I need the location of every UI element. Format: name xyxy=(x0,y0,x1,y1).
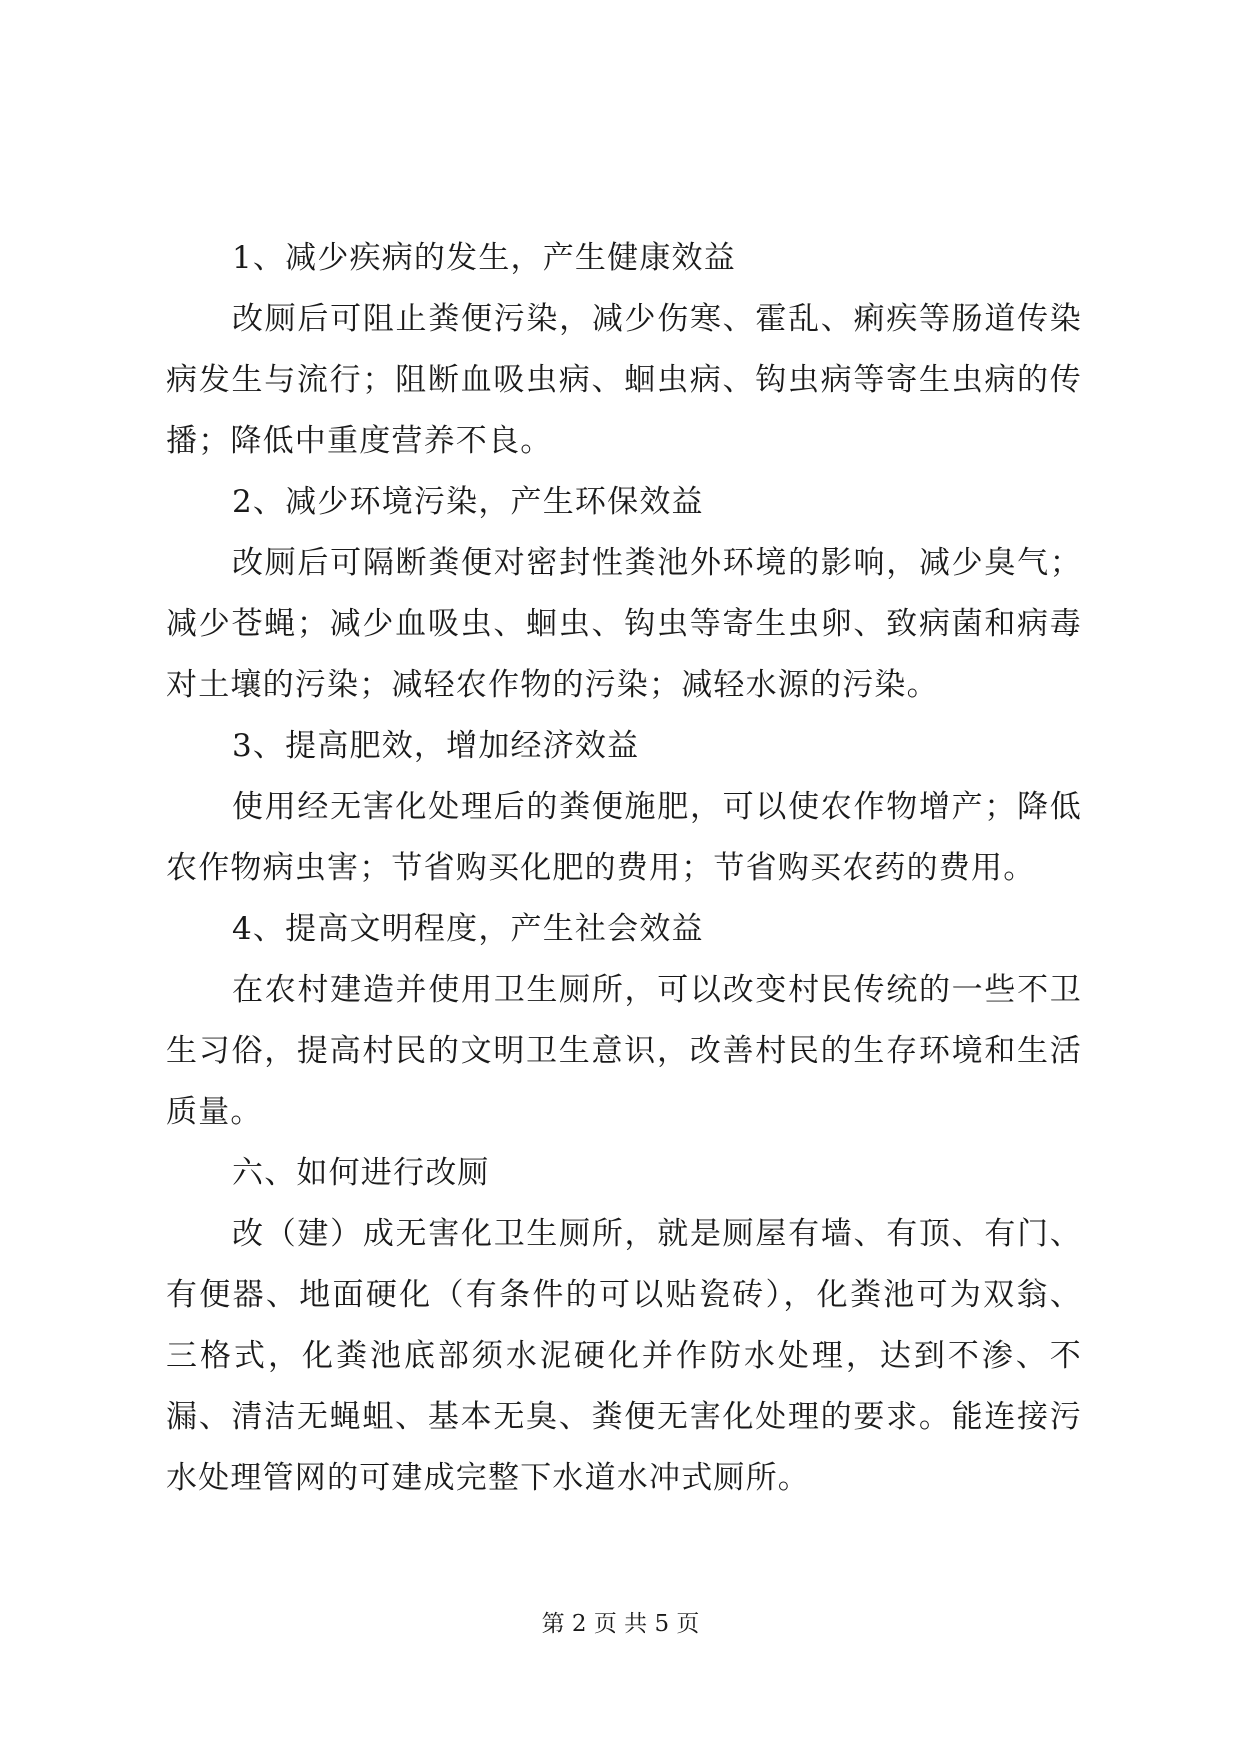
paragraph-health: 改厕后可阻止粪便污染，减少伤寒、霍乱、痢疾等肠道传染病发生与流行；阻断血吸虫病、蛔虫病、钩虫病等寄生虫病的传播；降低中重度营养不良。 xyxy=(166,301,1082,459)
section-heading-economy: 3、提高肥效，增加经济效益 xyxy=(232,728,640,764)
paragraph-environment: 改厕后可隔断粪便对密封性粪池外环境的影响，减少臭气；减少苍蝇；减少血吸虫、蛔虫、钩虫等寄生虫卵、致病菌和病毒对土壤的污染；减轻农作物的污染；减轻水源的污染。 xyxy=(166,545,1082,703)
paragraph-how-to: 改（建）成无害化卫生厕所，就是厕屋有墙、有顶、有门、有便器、地面硬化（有条件的可以贴瓷砖），化粪池可为双翁、三格式，化粪池底部须水泥硬化并作防水处理，达到不渗、不漏、清洁无蝇蛆、基本无臭、粪便无害化处理的要求。能连接污水处理管网的可建成完整下水道水冲式厕所。 xyxy=(166,1216,1082,1496)
document-body xyxy=(166,228,1082,1509)
page-footer xyxy=(0,1609,1241,1639)
section-heading-environment: 2、减少环境污染，产生环保效益 xyxy=(232,484,704,520)
section-heading-how-to: 六、如何进行改厕 xyxy=(232,1155,490,1191)
paragraph-society: 在农村建造并使用卫生厕所，可以改变村民传统的一些不卫生习俗，提高村民的文明卫生意识，改善村民的生存环境和生活质量。 xyxy=(166,972,1082,1130)
page-number-label: 第 2 页 共 5 页 xyxy=(541,1611,700,1637)
section-heading-health: 1、减少疾病的发生，产生健康效益 xyxy=(232,240,736,276)
section-heading-society: 4、提高文明程度，产生社会效益 xyxy=(232,911,704,947)
paragraph-economy: 使用经无害化处理后的粪便施肥，可以使农作物增产；降低农作物病虫害；节省购买化肥的费用；节省购买农药的费用。 xyxy=(166,789,1082,886)
